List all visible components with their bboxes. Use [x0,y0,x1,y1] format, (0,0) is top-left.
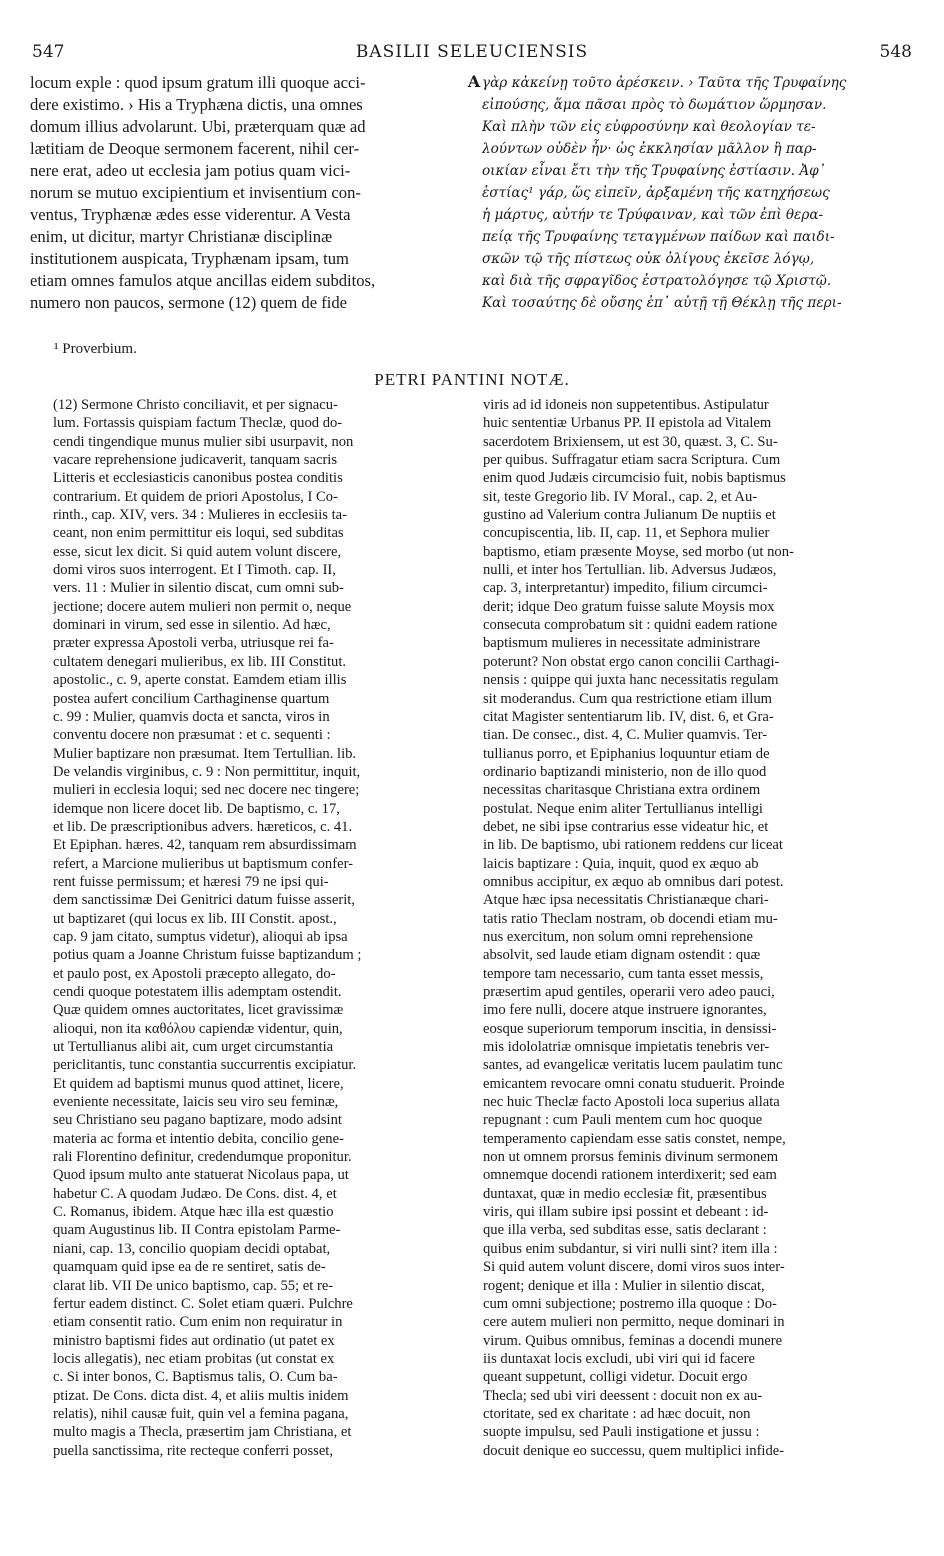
note-line: potius quam a Joanne Christum fuisse baptizandum ; [53,947,362,964]
note-line: ceant, non enim permittitur eis loqui, sed subditas [53,525,344,542]
note-line: concupiscentia, lib. II, cap. 11, et Sephora mulier [483,525,770,542]
note-line: que illa verba, sed subditas esse, satis declarant : [483,1222,767,1239]
note-line: quam Augustinus lib. II Contra epistolam Parme- [53,1222,341,1239]
note-line: clarat lib. VII De unico baptismo, cap. 55; et re- [53,1277,334,1294]
note-line: debet, ne sibi ipse contrarius esse videatur hic, et [483,818,769,835]
text-line: norum se mutuo excipientium et invisentium con- [30,183,361,202]
note-line: eosque superiorum temporum inscitia, in densissi- [483,1020,777,1037]
note-line: rali Florentino definitur, credendumque proponitur. [53,1149,352,1166]
note-line: dominari in virum, sed esse in silentio. Ad hæc, [53,617,331,634]
latin-column [30,72,466,314]
text-line: locum exple : quod ipsum gratum illi quoque acci- [30,73,366,92]
note-line: Et quidem ad baptismi munus quod attinet, licere, [53,1075,344,1092]
note-line: niani, cap. 13, concilio quopiam decidi optabat, [53,1240,331,1257]
note-line: nec huic Theclæ facto Apostoli loca superius allata [483,1094,780,1111]
note-line: fertur eadem distinct. C. Solet etiam quæri. Pulchre [53,1295,353,1312]
note-line: imo fere nulli, docere atque instruere ignorantes, [483,1002,767,1019]
note-line: queant suppetunt, colligi videtur. Docuit ergo [483,1369,748,1386]
note-line: duntaxat, quæ in medio ecclesiæ fit, præsentibus [483,1185,767,1202]
note-line: mulieri in ecclesia loqui; sed nec docere nec tingere; [53,782,360,799]
note-line: docuit denique eo successu, quem multiplici infide- [483,1442,785,1459]
note-line: Thecla; sed ubi viri deessent : docuit non ex au- [483,1387,763,1404]
note-line: apostolic., c. 9, aperte constat. Eamdem etiam illis [53,672,347,689]
text-line: dere existimo. › His a Tryphæna dictis, una omnes [30,95,363,114]
text-line: numero non paucos, sermone (12) quem de fide [30,293,348,312]
column-marker: A [467,72,481,91]
text-line: σκῶν τῷ τῆς πίστεως οὐκ ὀλίγους ἐκεῖσε λόγῳ, [482,251,815,267]
note-line: cendi tingendique munus mulier sibi usurpavit, non [53,433,354,450]
page-number-right: 548 [879,42,912,62]
text-line: εἰπούσης, ἅμα πᾶσαι πρὸς τὸ δωμάτιον ὥρμησαν. [482,97,827,113]
note-line: vers. 11 : Mulier in silentio discat, cum omni sub- [53,580,344,597]
text-line: domum illius advolarunt. Ubi, præterquam quæ ad [30,117,366,136]
text-line: nere erat, adeo ut ecclesia jam potius quam vici- [30,161,351,180]
note-line: omnemque docendi rationem interdixerit; sed eam [483,1167,777,1184]
notes-column-right [483,396,913,1460]
note-line: locis allegatis), nec etiam probitas (ut constat ex [53,1350,335,1367]
text-line: γὰρ κἀκείνῃ τοῦτο ἀρέσκειν. › Ταῦτα τῆς Τρυφαίνης [482,75,847,91]
text-line: Καὶ πλὴν τῶν εἰς εὐφροσύνην καὶ θεολογίαν τε- [482,119,816,135]
note-line: huic sententiæ Urbanus PP. II epistola ad Vitalem [483,415,772,432]
note-line: nulli, et inter hos Tertullian. lib. Adversus Judæos, [483,562,777,579]
note-line: Litteris et ecclesiasticis canonibus postea conditis [53,470,343,487]
note-line: rogent; denique et illa : Mulier in silentio discat, [483,1277,765,1294]
text-line: etiam omnes famulos atque ancillas eidem subditos, [30,271,376,290]
note-line: santes, ad evangelicæ veritatis lucem paulatim tunc [483,1057,783,1074]
note-line: cap. 9 jam citato, sumptus videtur), alioqui ab ipsa [53,928,348,945]
note-line: habetur C. A quodam Judæo. De Cons. dist. 4, et [53,1185,337,1202]
note-line: De velandis virginibus, c. 9 : Non permittitur, inquit, [53,763,361,780]
note-line: enim quod Judæis circumcisio fuit, nobis baptismus [483,470,786,487]
note-line: etiam consentit ratio. Cum enim non requiratur in [53,1314,343,1331]
note-line: cere autem mulieri non permitto, neque dominari in [483,1314,785,1331]
note-line: domi viros suos interrogent. Et I Timoth. cap. II, [53,562,336,579]
note-line: tatis ratio Theclam nostram, ob docendi etiam mu- [483,910,778,927]
note-line: ut Tertullianus alibi ait, cum urget circumstantia [53,1039,334,1056]
note-line: Atque hæc ipsa necessitatis Christianæque chari- [483,892,769,909]
note-line: citat Magister sententiarum lib. IV, dist. 6, et Gra- [483,708,774,725]
note-line: ordinario baptizandi ministerio, non de illo quod [483,763,767,780]
note-line: cultatem denegari mulieribus, ex lib. III Constitut. [53,653,347,670]
note-line: conventu docere non præsumat : et c. sequenti : [53,727,331,744]
main-text [30,72,914,332]
text-line: πείᾳ τῆς Τρυφαίνης τεταγμένων παίδων καὶ παιδι- [482,229,835,245]
note-line: præter expressa Apostoli verba, utriusque rei fa- [53,635,334,652]
note-line: tullianus porro, et Epiphanius loquuntur etiam de [483,745,770,762]
note-line: Si quid autem volunt discere, domi viros suos inter- [483,1259,785,1276]
note-line: cendi quoque potestatem illis ademptam ostendit. [53,984,342,1000]
note-line: C. Romanus, ibidem. Atque hæc illa est quæstio [53,1204,334,1221]
note-line: periclitantis, tunc constantia succurrentis excipiatur. [53,1057,357,1074]
note-line: per quibus. Suffragatur etiam sacra Scriptura. Cum [483,452,781,469]
note-line: contrarium. Et quidem de priori Apostolus, I Co- [53,488,338,505]
running-title: BASILII SELEUCIENSIS [355,42,589,62]
note-line: ut baptizaret (qui locus ex lib. III Constit. apost., [53,910,337,927]
text-line: οικίαν εἶναι ἔτι τὴν τῆς Τρυφαίνης ἑστίασιν. Ἀφ᾿ [482,163,826,179]
note-line: ministro baptismi fides aut ordinatio (ut patet ex [53,1332,335,1349]
note-line: et paulo post, ex Apostoli præcepto allegato, do- [53,965,336,982]
text-line: lætitiam de Deoque sermonem facerent, nihil cer- [30,139,360,158]
note-line: omnibus accipitur, ex æquo ab omnibus dari potest. [483,873,784,890]
note-line: Mulier baptizare non præsumat. Item Tertullian. lib. [53,745,357,762]
note-line: mis idololatriæ omnisque impietatis tenebris ver- [483,1039,770,1056]
note-line: nus exercitum, non solum omni reprehensione [483,928,753,945]
note-line: vacare reprehensione judicaverit, tanquam sacris [53,452,338,469]
notes-section [30,396,914,1536]
running-header [30,40,914,68]
note-line: alioqui, non ita καθόλου capiendæ videntur, quin, [53,1020,343,1037]
note-line: postea aufert concilium Carthaginense quartum [53,690,330,707]
note-line: tian. De consec., dist. 4, C. Mulier quamvis. Ter- [483,727,768,744]
note-line: iis duntaxat locis excludi, ubi viri qui id facere [483,1350,755,1367]
note-line: Quod ipsum multo ante statuerat Nicolaus papa, ut [53,1167,349,1184]
note-line: sit, teste Gregorio lib. IV Moral., cap. 2, et Au- [483,488,758,505]
text-line: enim, ut dicitur, martyr Christianæ disciplinæ [30,227,333,246]
note-line: c. 99 : Mulier, quamvis docta et sancta, viros in [53,708,330,725]
note-line: absolvit, sed laude etiam dignam ostendit : quæ [483,947,761,964]
note-line: baptismo, etiam præsente Moyse, sed morbo (ut non- [483,543,794,560]
note-line: relatis), nihil causæ fuit, quin vel a femina pagana, [53,1405,349,1422]
note-line: temperamento capiendam esse satis constet, nempe, [483,1130,786,1147]
text-line: institutionem auspicata, Tryphænam ipsam, tum [30,249,349,268]
note-line: cap. 3, interpretantur) impedito, filium circumci- [483,580,768,597]
note-line: præsertim apud gentiles, operarii vero adeo pauci, [483,984,775,1000]
text-line: ἡ μάρτυς, αὐτήν τε Τρύφαιναν, καὶ τῶν ἐπὶ θερα- [482,207,824,223]
text-line: Καὶ τοσαύτης δὲ οὔσης ἐπ᾿ αὐτῇ τῇ Θέκλῃ τῆς περι- [482,295,842,311]
note-line: lum. Fortassis quispiam factum Theclæ, quod do- [53,415,343,432]
note-line: virum. Quibus omnibus, feminas a docendi munere [483,1332,783,1349]
note-line: suopte impulsu, sed Pauli instigatione et jussu : [483,1424,760,1441]
note-line: in lib. De baptismo, ubi rationem reddens cur liceat [483,837,783,854]
note-line: quamquam quid ipse ea de re sentiret, satis de- [53,1259,326,1276]
note-line: necessitas charitasque Christiana extra ordinem [483,782,761,799]
note-line: emicantem revocare omni conatu studuerit. Proinde [483,1075,785,1092]
note-line: eveniente necessitate, laicis seu viro seu feminæ, [53,1094,339,1111]
note-line: rent fuisse permissum; et hæresi 79 ne ipsi qui- [53,873,329,890]
note-line: c. Si inter bonos, C. Baptismus talis, O. Cum ba- [53,1369,338,1386]
note-line: rinth., cap. XIV, vers. 34 : Mulieres in ecclesiis ta- [53,507,347,524]
note-line: postulat. Neque enim aliter Tertullianus intelligi [483,800,763,817]
note-line: esse, sicut lex dicit. Si quid autem volunt discere, [53,543,342,560]
note-line: et lib. De præscriptionibus advers. hæreticos, c. 41. [53,818,353,835]
note-line: viris ad id idoneis non suppetentibus. Astipulatur [483,397,769,413]
greek-column [482,72,914,314]
page-number-left: 547 [32,42,65,62]
note-line: sacerdotem Brixiensem, ut est 30, quæst. 3, C. Su- [483,433,778,450]
note-line: idemque non licere docet lib. De baptismo, c. 17, [53,800,340,817]
note-line: puella sanctissima, rite recteque conferri posset, [53,1442,334,1459]
notes-heading: PETRI PANTINI NOTÆ. [374,370,570,389]
note-line: Et Epiphan. hæres. 42, tanquam rem absurdissimam [53,837,357,854]
note-line: ptizat. De Cons. dicta dist. 4, et aliis multis inidem [53,1387,349,1404]
note-line: repugnant : cum Pauli mentem cum hoc quoque [483,1112,763,1129]
note-line: multo magis a Thecla, præsertim jam Christiana, et [53,1424,352,1441]
text-line: καὶ διὰ τῆς σφραγῖδος ἐστρατολόγησε τῷ Χριστῷ. [482,273,832,289]
note-line: tempore tam necessario, cum tanta esset messis, [483,965,764,982]
text-line: ἑστίας¹ γάρ, ὥς εἰπεῖν, ἀρξαμένη τῆς κατηχήσεως [482,185,830,201]
note-line: viris, qui illam subire ipsi possint et debeant : id- [483,1204,769,1221]
note-line: (12) Sermone Christo conciliavit, et per signacu- [53,397,338,413]
notes-column-left [53,396,483,1460]
note-line: materia ac forma et intentio debita, concilio gene- [53,1130,344,1147]
note-line: gustino ad Valerium contra Julianum De nuptiis et [483,507,776,524]
note-line: dem sanctissimæ Dei Genitrici datum fuisse asserit, [53,892,355,909]
note-line: cum omni subjectione; postremo illa quoque : Do- [483,1295,777,1312]
note-line: consecuta comprobatum sit : quidni eadem ratione [483,617,778,634]
note-line: jectione; docere autem mulieri non permit o, neque [53,598,352,615]
note-line: refert, a Marcione mulieribus ut baptismum confer- [53,855,353,872]
note-line: Quæ quidem omnes auctoritates, licet gravissimæ [53,1002,344,1019]
note-line: poterunt? Non obstat ergo canon concilii Carthagi- [483,653,780,670]
note-line: seu Christiano seu pagano baptizare, modo adsint [53,1112,342,1129]
note-line: ctoritate, sed ex charitate : ad hæc docuit, non [483,1405,751,1422]
note-line: laicis baptizare : Quia, inquit, quod ex æquo ab [483,855,759,872]
footnote: ¹ Proverbium. [54,341,137,357]
note-line: nensis : quippe qui juxta hanc necessitatis regulam [483,672,779,689]
note-line: sit moderandus. Cum qua restrictione etiam illum [483,690,772,707]
text-line: ventus, Tryphænæ ædes esse viderentur. A Vesta [30,205,351,224]
text-line: λούντων οὐδὲν ἦν· ὡς ἐκκλησίαν μᾶλλον ἢ παρ- [482,141,817,157]
note-line: non ut omnem prorsus feminis divinum sermonem [483,1149,779,1166]
note-line: derit; idque Deo gratum fuisse salute Moysis mox [483,598,775,615]
note-line: baptismum mulieres in necessitate administrare [483,635,761,652]
note-line: quibus enim subdantur, si viri nulli sint? item illa : [483,1240,778,1257]
